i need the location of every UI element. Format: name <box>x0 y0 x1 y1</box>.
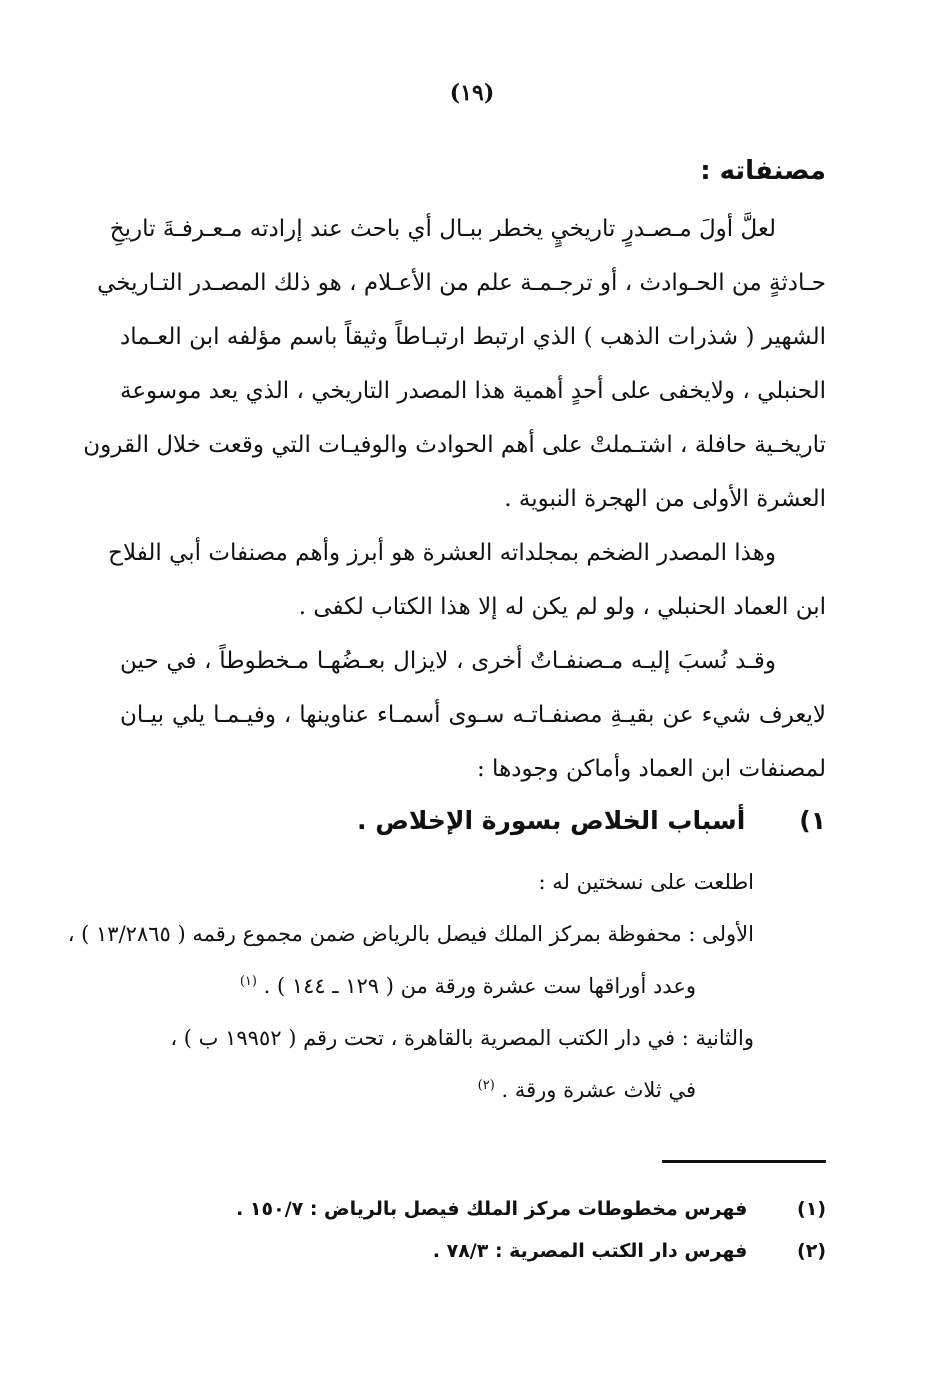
footnote-ref-1[interactable]: (١) <box>239 974 257 989</box>
source-list <box>68 908 754 1116</box>
paragraph-line: وهذا المصدر الضخم بمجلداته العشرة هو أبرز وأهم مصنفات أبي الفلاح <box>108 540 776 566</box>
page-number: (١٩) <box>449 80 495 106</box>
section-heading: مصنفاته : <box>700 156 826 186</box>
paragraph-line: لايعرف شيء عن بقيـةِ مصنفـاتـه سـوى أسمـاء عناوينها ، وفيـمـا يلي بيـان <box>120 702 826 728</box>
item-heading <box>357 806 826 835</box>
paragraph-line: وقـد نُسبَ إليـه مـصنفـاتٌ أخرى ، لايزال بعـضُهـا مـخطوطاً ، في حين <box>120 648 776 674</box>
paragraph-line: تاريخـية حافلة ، اشتـملتْ على أهم الحوادث والوفيـات التي وقعت خلال القرون <box>83 432 826 458</box>
paragraph-line: العشرة الأولى من الهجرة النبوية . <box>504 486 826 512</box>
paragraph-line: الشهير ( شذرات الذهب ) الذي ارتبط ارتبـاطاً وثيقاً باسم مؤلفه ابن العـماد <box>120 324 826 350</box>
source-first: الأولى : محفوظة بمركز الملك فيصل بالرياض ضمن مجموع رقمه ( ١٣/٢٨٦٥ ) ، <box>67 922 754 946</box>
source-first-continuation <box>68 960 754 1012</box>
footnote-number: (١) <box>797 1198 826 1220</box>
paragraph-line: لمصنفات ابن العماد وأماكن وجودها : <box>477 756 826 782</box>
source-second-continuation-text: في ثلاث عشرة ورقة . <box>501 1078 696 1102</box>
paragraph-3 <box>120 634 826 796</box>
item-title: أسباب الخلاص بسورة الإخلاص . <box>357 806 746 835</box>
source-first-continuation-text: وعدد أوراقها ست عشرة ورقة من ( ١٢٩ ـ ١٤٤ ) . <box>263 974 696 998</box>
footnote-text: فهرس دار الكتب المصرية : ٧٨/٣ . <box>432 1240 748 1262</box>
paragraph-line: حـادثةٍ من الحـوادث ، أو ترجـمـة علم من الأعـلام ، هو ذلك المصـدر التـاريخي <box>97 270 826 296</box>
item-number: ١) <box>799 806 826 835</box>
footnote-1 <box>236 1188 826 1230</box>
footnote-text: فهرس مخطوطات مركز الملك فيصل بالرياض : ١٥٠/٧ . <box>236 1198 748 1220</box>
item-intro <box>539 856 754 908</box>
paragraph-1 <box>83 202 826 526</box>
source-second-continuation <box>68 1064 754 1116</box>
footnotes <box>236 1188 826 1272</box>
source-second: والثانية : في دار الكتب المصرية بالقاهرة ، تحت رقم ( ١٩٩٥٢ ب ) ، <box>170 1026 754 1050</box>
paragraph-2 <box>108 526 826 634</box>
paragraph-line: لعلَّ أولَ مـصـدرٍ تاريخيٍ يخطر ببـال أي باحث عند إرادته مـعـرفـةَ تاريخِ <box>109 216 776 242</box>
footnote-ref-2[interactable]: (٢) <box>477 1078 495 1093</box>
footnote-number: (٢) <box>797 1240 826 1262</box>
paragraph-line: الحنبلي ، ولايخفى على أحدٍ أهمية هذا المصدر التاريخي ، الذي يعد موسوعة <box>120 378 826 404</box>
footnote-divider <box>662 1160 826 1163</box>
paragraph-line: ابن العماد الحنبلي ، ولو لم يكن له إلا هذا الكتاب لكفى . <box>298 594 826 620</box>
item-intro-text: اطلعت على نسختين له : <box>538 870 754 894</box>
footnote-2 <box>236 1230 826 1272</box>
